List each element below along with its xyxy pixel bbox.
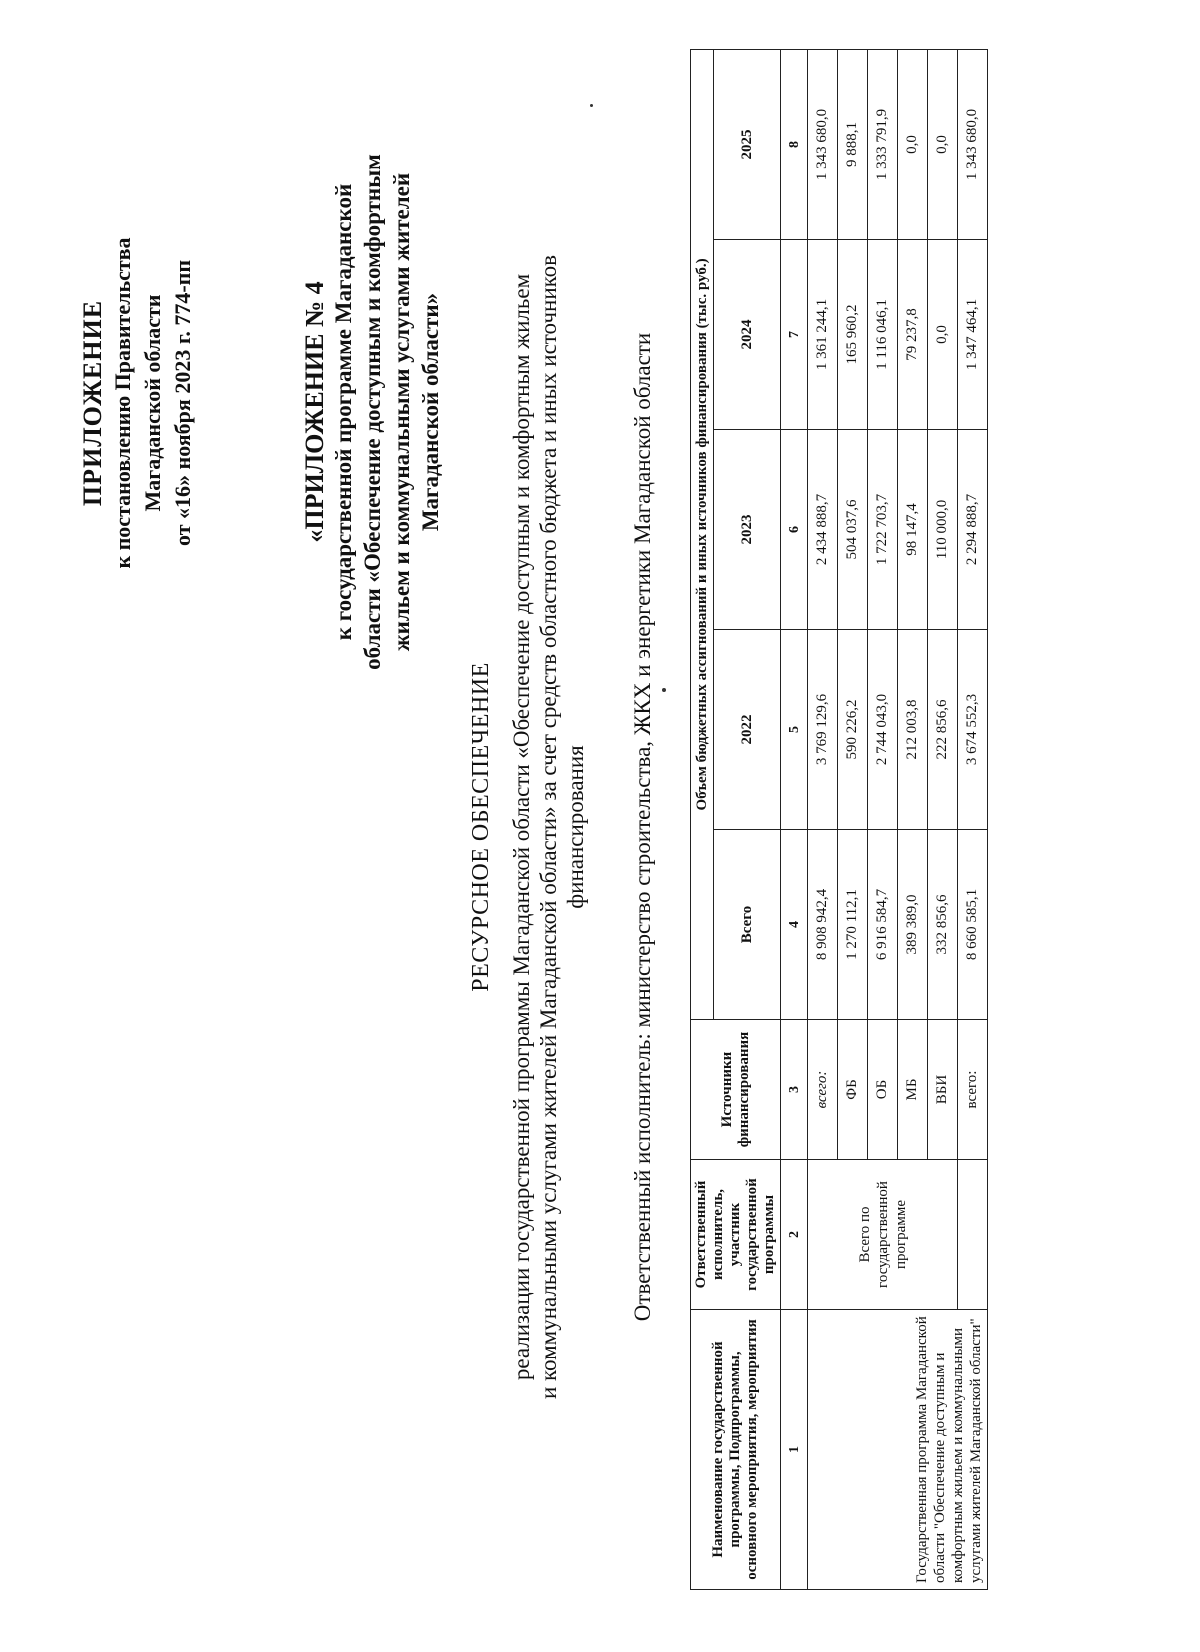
source-cell: ФБ (838, 1020, 868, 1160)
value-cell: 0,0 (928, 240, 958, 430)
value-cell: 165 960,2 (838, 240, 868, 430)
value-cell: 2 294 888,7 (958, 430, 988, 630)
value-cell: 2 744 043,0 (868, 630, 898, 830)
scan-speck (662, 688, 666, 692)
value-cell: 504 037,6 (838, 430, 868, 630)
value-cell: 6 916 584,7 (868, 830, 898, 1020)
subtitle-line: реализации государственной программы Магаданской области «Обеспечение доступным и комфортным жильем (509, 273, 534, 1381)
col-name-header: Наименование государственной программы, Подпрограммы, основного мероприятия, мероприятия (691, 1310, 781, 1590)
index-cell: 4 (781, 830, 808, 1020)
value-cell: 1 722 703,7 (868, 430, 898, 630)
index-cell: 1 (781, 1310, 808, 1590)
appendix-header (78, 188, 198, 618)
source-cell: ВБИ (928, 1020, 958, 1160)
appendix-line: к постановлению Правительства (110, 237, 135, 569)
index-cell: 5 (781, 630, 808, 830)
resource-table (690, 49, 988, 1590)
appendix4-line: жильем и коммунальными услугами жителей (389, 172, 414, 652)
table-header-row (691, 49, 714, 1589)
value-cell: 110 000,0 (928, 430, 958, 630)
year-header: Всего (714, 830, 781, 1020)
year-header: 2022 (714, 630, 781, 830)
source-cell: ОБ (868, 1020, 898, 1160)
table-index-row (781, 49, 808, 1589)
appendix4-line: Магаданской области» (418, 292, 443, 532)
value-cell: 79 237,8 (898, 240, 928, 430)
value-cell: 222 856,6 (928, 630, 958, 830)
program-resp-cell: Всего по государственной программе (808, 1160, 958, 1310)
subtitle-line: финансирования (563, 745, 588, 909)
value-cell: 98 147,4 (898, 430, 928, 630)
value-cell: 332 856,6 (928, 830, 958, 1020)
appendix4-header (300, 87, 445, 737)
value-cell: 1 343 680,0 (958, 49, 988, 239)
value-cell: 0,0 (898, 49, 928, 239)
year-header: 2024 (714, 240, 781, 430)
year-header: 2023 (714, 430, 781, 630)
value-cell: 1 343 680,0 (808, 49, 838, 239)
appendix-title: ПРИЛОЖЕНИЕ (78, 299, 107, 507)
value-cell: 8 660 585,1 (958, 830, 988, 1020)
responsible-executor: Ответственный исполнитель: министерство строительства, ЖКХ и энергетики Магаданской области (630, 332, 655, 1322)
value-cell: 0,0 (928, 49, 958, 239)
document-title: РЕСУРСНОЕ ОБЕСПЕЧЕНИЕ (468, 662, 494, 992)
subtitle-line: и коммунальными услугами жителей Магаданской области» за счет средств областного бюджета и иных источников (536, 254, 561, 1400)
scan-speck (590, 104, 593, 107)
appendix4-line: области «Обеспечение доступным и комфортным (360, 154, 385, 670)
col-volume-header: Объем бюджетных ассигнований и иных источников финансирования (тыс. руб.) (691, 49, 714, 1019)
col-resp-header: Ответственный исполнитель, участник государственной программы (691, 1160, 781, 1310)
value-cell: 9 888,1 (838, 49, 868, 239)
document-subtitle (508, 142, 589, 1512)
value-cell: 389 389,0 (898, 830, 928, 1020)
year-header: 2025 (714, 49, 781, 239)
appendix-line: Магаданской области (140, 294, 165, 512)
appendix4-line: к государственной программе Магаданской (331, 183, 356, 641)
index-cell: 8 (781, 49, 808, 239)
value-cell: 1 361 244,1 (808, 240, 838, 430)
value-cell: 3 769 129,6 (808, 630, 838, 830)
value-cell: 1 333 791,9 (868, 49, 898, 239)
source-cell: всего: (958, 1020, 988, 1160)
value-cell: 212 003,8 (898, 630, 928, 830)
index-cell: 2 (781, 1160, 808, 1310)
value-cell: 2 434 888,7 (808, 430, 838, 630)
value-cell: 8 908 942,4 (808, 830, 838, 1020)
value-cell: 1 116 046,1 (868, 240, 898, 430)
index-cell: 6 (781, 430, 808, 630)
source-cell: МБ (898, 1020, 928, 1160)
table-row (808, 49, 838, 1589)
empty-cell (958, 1160, 988, 1310)
value-cell: 590 226,2 (838, 630, 868, 830)
value-cell: 1 347 464,1 (958, 240, 988, 430)
col-source-header: Источники финансирования (691, 1020, 781, 1160)
index-cell: 7 (781, 240, 808, 430)
value-cell: 1 270 112,1 (838, 830, 868, 1020)
appendix4-title: «ПРИЛОЖЕНИЕ № 4 (300, 281, 329, 543)
value-cell: 3 674 552,3 (958, 630, 988, 830)
program-name-cell: Государственная программа Магаданской области "Обеспечение доступным и комфортным жильем и коммунальными услугами жителей Магаданской области" (808, 1310, 988, 1590)
source-cell: всего: (808, 1020, 838, 1160)
appendix-line: от «16» ноября 2023 г. 774-пп (170, 260, 195, 546)
index-cell: 3 (781, 1020, 808, 1160)
